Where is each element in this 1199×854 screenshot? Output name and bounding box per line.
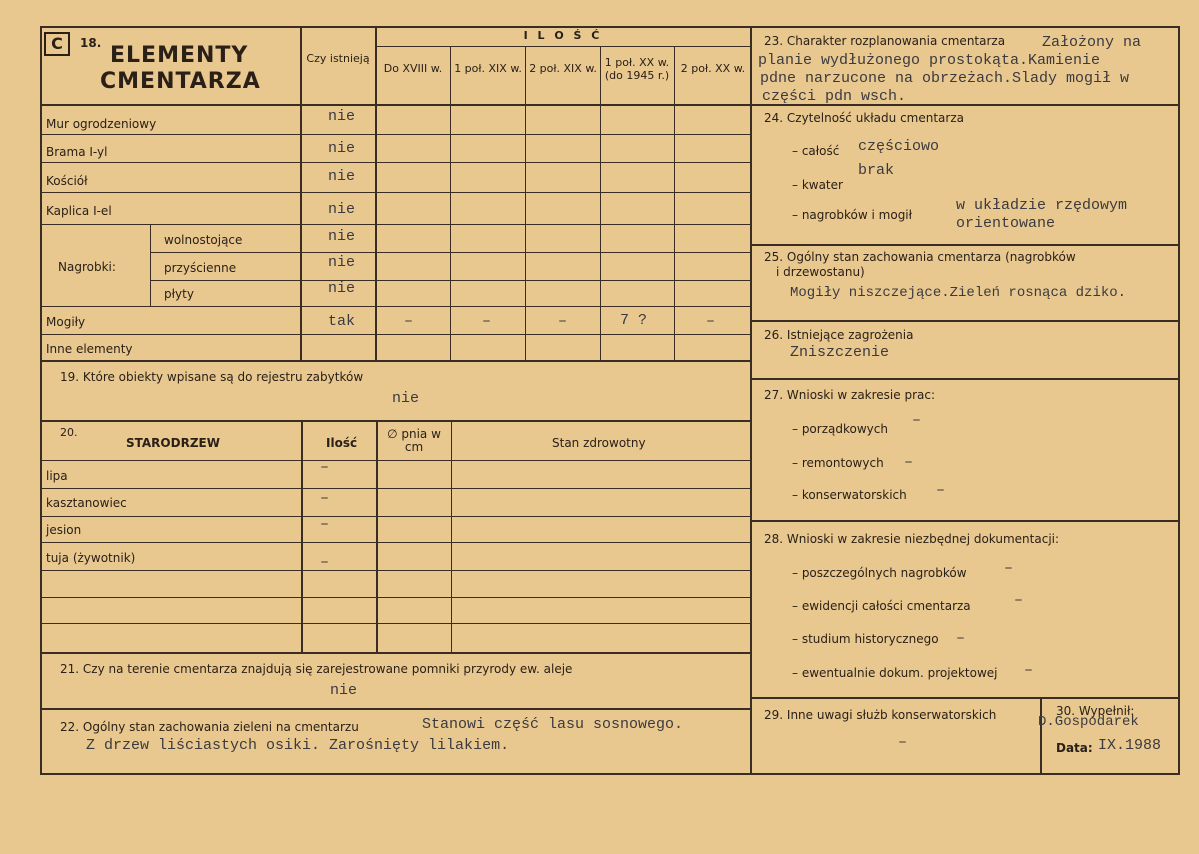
col-line <box>1040 697 1042 775</box>
row-line <box>40 104 751 106</box>
section18-title-line2: CMENTARZA <box>100 69 261 94</box>
row-line <box>40 192 751 193</box>
tree-value: – <box>320 554 330 571</box>
period-header: 1 poł. XX w. (do 1945 r.) <box>604 56 670 82</box>
nagrobki-type-label: płyty <box>164 287 194 301</box>
col-line <box>300 26 302 360</box>
row-line <box>40 420 751 422</box>
col-line <box>375 26 377 360</box>
nagrobkow-value-line1: w układzie rzędowym <box>956 197 1128 214</box>
mogily-period-value: – <box>482 313 492 330</box>
inne-elementy-label: Inne elementy <box>46 342 133 356</box>
section18-title-line1: ELEMENTY <box>110 43 249 68</box>
col-line <box>376 420 378 652</box>
section22-value-line2: Z drzew liściastych osiki. Zarośnięty lilakiem. <box>86 737 510 754</box>
col-line <box>301 420 303 652</box>
row-line <box>40 162 751 163</box>
element-label: Mur ogrodzeniowy <box>46 117 157 131</box>
row-line <box>375 46 751 47</box>
col-line <box>600 46 601 360</box>
dokumentacja-value: – <box>1004 560 1014 577</box>
col-line <box>450 46 451 360</box>
row-line <box>40 570 751 571</box>
section18-number: 18. <box>80 36 102 50</box>
kwater-label: – kwater <box>792 178 843 192</box>
wniosek-value: – <box>904 454 914 471</box>
tree-label: lipa <box>46 469 68 483</box>
section22-value-line1: Stanowi część lasu sosnowego. <box>422 716 684 733</box>
dokumentacja-value: – <box>1014 592 1024 609</box>
section23-value-line4: części pdn wsch. <box>762 88 907 105</box>
row-line <box>750 244 1180 246</box>
section23-value-line1: Założony na <box>1042 34 1142 51</box>
wniosek-value: – <box>936 482 946 499</box>
section25-label-line1: 25. Ogólny stan zachowania cmentarza (nagrobków <box>764 250 1076 264</box>
wniosek-label: – remontowych <box>792 456 884 470</box>
section19-label: 19. Które obiekty wpisane są do rejestru zabytków <box>60 370 364 384</box>
dokumentacja-label: – poszczególnych nagrobków <box>792 566 967 580</box>
mogily-period-value: – <box>706 313 716 330</box>
date-label: Data: <box>1056 741 1093 755</box>
period-header: Do XVIII w. <box>383 62 443 75</box>
row-line <box>40 516 751 517</box>
col-line <box>150 224 151 306</box>
row-line <box>40 597 751 598</box>
mogily-period-value: – <box>558 313 568 330</box>
date-value: IX.1988 <box>1098 737 1162 754</box>
row-line <box>750 378 1180 380</box>
element-value: nie <box>328 108 356 125</box>
mogily-label: Mogiły <box>46 315 86 329</box>
row-line <box>40 334 751 335</box>
tree-value: – <box>320 516 330 533</box>
section26-value: Zniszczenie <box>790 344 890 361</box>
nagrobki-value: nie <box>328 254 356 271</box>
wniosek-value: – <box>912 412 922 429</box>
row-line <box>40 134 751 135</box>
tree-label: jesion <box>46 523 82 537</box>
element-value: nie <box>328 168 356 185</box>
wniosek-label: – porządkowych <box>792 422 888 436</box>
dokumentacja-label: – studium historycznego <box>792 632 939 646</box>
section23-value-line2: planie wydłużonego prostokąta.Kamienie <box>758 52 1101 69</box>
tree-value: – <box>320 490 330 507</box>
dokumentacja-value: – <box>1024 662 1034 679</box>
nagrobkow-label: – nagrobków i mogił <box>792 208 913 222</box>
section26-label: 26. Istniejące zagrożenia <box>764 328 914 342</box>
section29-label: 29. Inne uwagi służb konserwatorskich <box>764 708 997 722</box>
dokumentacja-label: – ewentualnie dokum. projektowej <box>792 666 998 680</box>
section20-number: 20. <box>60 426 78 439</box>
frame-bottom <box>40 773 1180 775</box>
nagrobkow-value-line2: orientowane <box>956 215 1056 232</box>
mogily-period-value: 7 ? <box>620 312 648 329</box>
nagrobki-value: nie <box>328 228 356 245</box>
section23-label: 23. Charakter rozplanowania cmentarza <box>764 34 1006 48</box>
tree-value: – <box>320 459 330 476</box>
nagrobki-label: Nagrobki: <box>58 260 116 274</box>
col-stan-zdrowotny: Stan zdrowotny <box>552 436 646 450</box>
row-line <box>40 460 751 461</box>
section24-label: 24. Czytelność układu cmentarza <box>764 111 964 125</box>
row-line <box>150 252 751 253</box>
section25-label-line2: i drzewostanu) <box>776 265 865 279</box>
section22-label: 22. Ogólny stan zachowania zieleni na cmentarzu <box>60 720 359 734</box>
section21-value: nie <box>330 682 358 699</box>
dokumentacja-label: – ewidencji całości cmentarza <box>792 599 971 613</box>
col-line <box>674 46 675 360</box>
element-label: Kaplica I-el <box>46 204 112 218</box>
row-line <box>150 280 751 281</box>
period-header: 2 poł. XX w. <box>680 62 746 75</box>
row-line <box>40 542 751 543</box>
corner-letter-box: C <box>44 32 70 56</box>
row-line <box>40 306 751 307</box>
dokumentacja-value: – <box>956 630 966 647</box>
section29-value: – <box>898 734 908 751</box>
tree-label: kasztanowiec <box>46 496 127 510</box>
row-line <box>40 488 751 489</box>
mogily-period-value: – <box>404 313 414 330</box>
calosc-label: – całość <box>792 144 840 158</box>
frame-top <box>40 26 1180 28</box>
element-value: nie <box>328 140 356 157</box>
period-header: 1 poł. XIX w. <box>454 62 522 75</box>
section20-title: STARODRZEW <box>126 436 220 450</box>
col-pnia: ∅ pnia w cm <box>387 427 441 454</box>
period-header: 2 poł. XIX w. <box>529 62 597 75</box>
row-line <box>40 224 751 225</box>
nagrobki-type-label: przyścienne <box>164 261 237 275</box>
wniosek-label: – konserwatorskich <box>792 488 907 502</box>
frame-left <box>40 26 42 775</box>
element-label: Brama I-yl <box>46 145 108 159</box>
row-line <box>750 520 1180 522</box>
frame-right <box>1178 26 1180 775</box>
nagrobki-type-label: wolnostojące <box>164 233 243 247</box>
section19-value: nie <box>392 390 420 407</box>
col-ilosc: Ilość <box>326 436 358 450</box>
tree-label: tuja (żywotnik) <box>46 551 136 565</box>
element-value: nie <box>328 201 356 218</box>
col-ilosc-header: I L O Ś Ć <box>523 29 603 42</box>
row-line <box>750 697 1180 699</box>
col-czy-istnieja: Czy istnieją <box>306 52 370 65</box>
nagrobki-value: nie <box>328 280 356 297</box>
section28-label: 28. Wnioski w zakresie niezbędnej dokumentacji: <box>764 532 1060 546</box>
mogily-value: tak <box>328 313 356 330</box>
element-label: Kościół <box>46 174 88 188</box>
section25-value: Mogiły niszczejące.Zieleń rosnąca dziko. <box>790 285 1127 301</box>
row-line <box>40 708 751 710</box>
section23-value-line3: pdne narzucone na obrzeżach.Slady mogił w <box>760 70 1130 87</box>
row-line <box>750 320 1180 322</box>
section21-label: 21. Czy na terenie cmentarza znajdują się zarejestrowane pomniki przyrody ew. aleje <box>60 662 573 676</box>
section30-value: D.Gospodarek <box>1038 714 1139 730</box>
kwater-value: brak <box>858 162 895 179</box>
section27-label: 27. Wnioski w zakresie prac: <box>764 388 936 402</box>
calosc-value: częściowo <box>858 138 940 155</box>
section30-label: 30. Wypełnił: <box>1056 704 1135 718</box>
row-line <box>40 360 751 362</box>
row-line <box>40 652 751 654</box>
col-line <box>525 46 526 360</box>
frame-middle <box>750 26 752 775</box>
row-line <box>40 623 751 624</box>
col-line <box>451 420 452 652</box>
